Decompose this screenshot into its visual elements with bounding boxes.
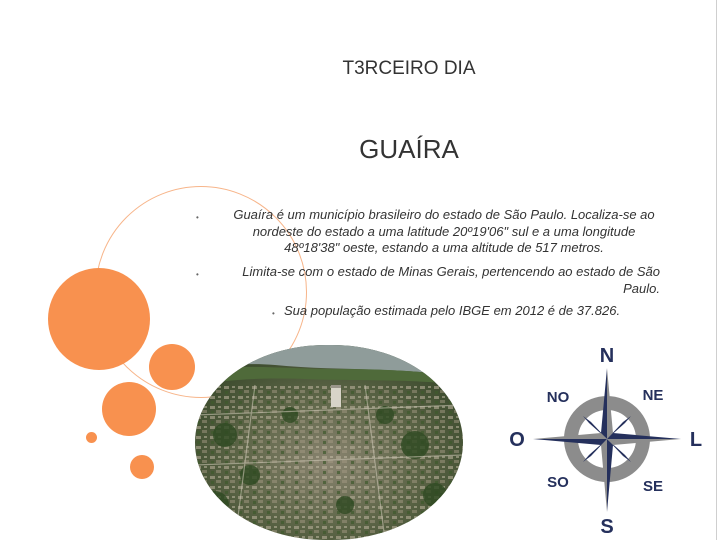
bullet-marker: • (196, 270, 199, 279)
compass-label-s: S (600, 516, 614, 538)
bullet-text: Sua população estimada pelo IBGE em 2012 é de 37.826. (284, 303, 621, 318)
compass-label-se: SE (642, 478, 664, 495)
slide-subtitle: T3RCEIRO DIA (342, 58, 476, 79)
compass-label-l: L (689, 429, 703, 451)
bullet-item (196, 264, 660, 297)
compass-label-o: O (509, 429, 525, 451)
decor-circle-small (130, 455, 154, 479)
slide-title: GUAÍRA (359, 134, 459, 164)
bullet-marker: • (196, 213, 199, 222)
compass-label-n: N (599, 345, 615, 367)
compass-label-so: SO (547, 474, 569, 491)
decor-circle-medium (102, 382, 156, 436)
decor-circle-dot (86, 432, 97, 443)
decor-circle-large (48, 268, 150, 370)
bullet-text: Limita-se com o estado de Minas Gerais, pertencendo ao estado de São Paulo. (242, 264, 660, 296)
decor-circle-medium (149, 344, 195, 390)
bullet-text: Guaíra é um município brasileiro do estado de São Paulo. Localiza-se ao nordeste do estado a uma latitude 20º19'06" sul e a uma longitude 48º18'38" oeste, estando a uma altitude de 517 metros. (233, 207, 655, 255)
bullet-item (196, 207, 660, 257)
compass-label-ne: NE (642, 387, 664, 404)
bullet-marker: • (272, 309, 275, 318)
city-aerial-photo (195, 345, 463, 540)
compass-rose (503, 342, 710, 540)
compass-icon (503, 342, 710, 540)
compass-label-no: NO (546, 389, 570, 406)
slide-edge (716, 0, 717, 540)
bullet-item (272, 303, 664, 320)
city-aerial-illustration (195, 345, 463, 540)
